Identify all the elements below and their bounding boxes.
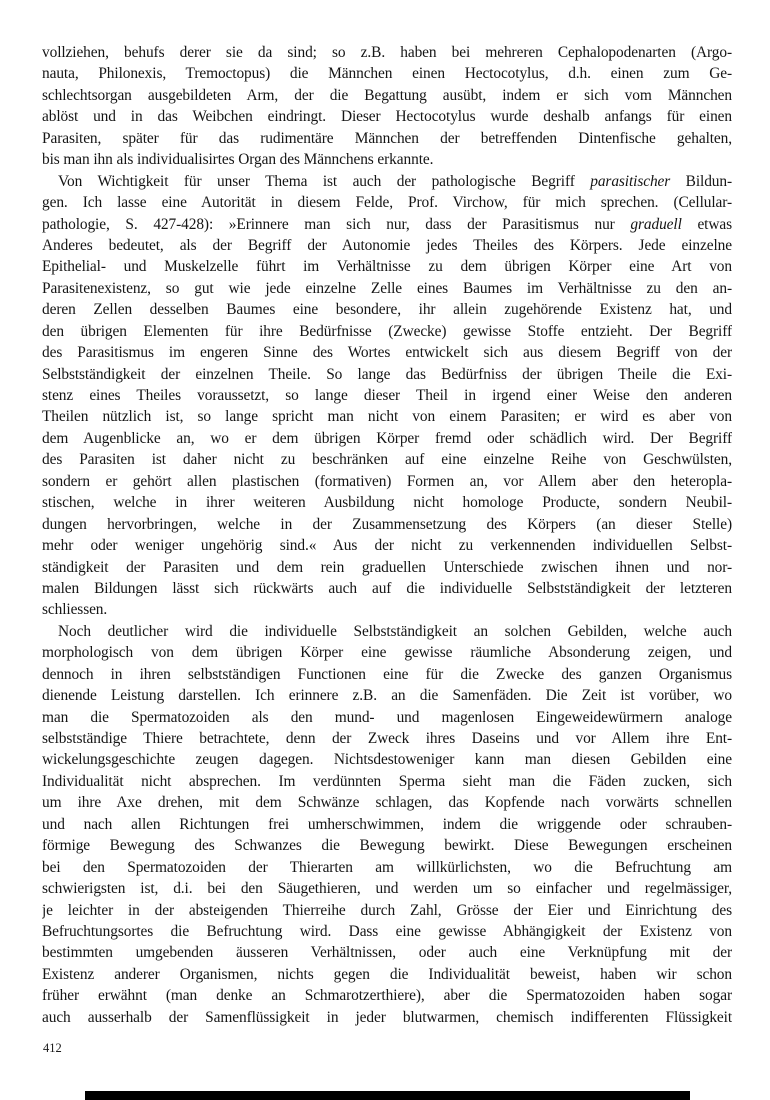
text-line: sondern er gehört allen plastischen (formativen) Formen an, vor Allem aber den heteropla- [42, 472, 732, 490]
text-line: gen. Ich lasse eine Autorität in diesem Felde, Prof. Virchow, für mich sprechen. (Cellular- [42, 194, 732, 212]
text-line: dienende Leistung darstellen. Ich erinnere z.B. an die Samenfäden. Die Zeit ist vorüber, wo [42, 687, 732, 705]
text-line: dennoch in ihren selbstständigen Functionen eine für die Zwecke des ganzen Organismus [42, 665, 732, 683]
text-line: um ihre Axe drehen, mit dem Schwänze schlagen, das Kopfende nach vorwärts schnellen [42, 794, 732, 812]
text-line: förmige Bewegung des Schwanzes die Bewegung bewirkt. Diese Bewegungen erscheinen [42, 837, 732, 855]
text-line: dem Augenblicke an, wo er dem übrigen Körper fremd oder schädlich wird. Der Begriff [42, 429, 732, 447]
text-line: ständigkeit der Parasiten und dem rein graduellen Unterschiede zwischen ihnen und nor- [42, 558, 732, 576]
text-line: selbstständige Thiere betrachtete, denn der Zweck ihres Daseins und vor Allem ihre Ent- [42, 730, 732, 747]
text-line: Theilen nützlich ist, so lange spricht man nicht von einem Parasiten; er wird es aber von [42, 408, 732, 426]
text-line: Epithelial- und Muskelzelle führt im Verhältnisse zu dem übrigen Körper eine Art von [42, 258, 732, 276]
text-line: schliessen. [42, 601, 108, 619]
text-line: früher erwähnt (man denke an Schmarotzerthiere), aber die Spermatozoiden haben sogar [42, 987, 732, 1005]
text-line: des Parasitismus im engeren Sinne des Wortes entwickelt sich aus diesem Begriff von der [42, 344, 732, 362]
text-line: schlechtsorgan ausgebildeten Arm, der die Begattung ausübt, indem er sich vom Männchen [42, 86, 732, 104]
text-line: Von Wichtigkeit für unser Thema ist auch der pathologische Begriff parasitischer Bildun- [58, 172, 732, 190]
text-line: bis man ihn als individualisirtes Organ des Männchens erkannte. [42, 151, 434, 169]
text-line: den übrigen Elementen für ihre Bedürfnisse (Zwecke) gewisse Stoffe entzieht. Der Begriff [42, 322, 732, 340]
paragraph [42, 42, 732, 171]
text-line: stischen, welche in ihrer weiteren Ausbildung nicht homologe Producte, sondern Neubil- [42, 494, 732, 512]
text-line: man die Spermatozoiden als den mund- und magenlosen Eingeweidewürmern analoge [42, 708, 732, 726]
text-line: dungen hervorbringen, welche in der Zusammensetzung des Körpers (an dieser Stelle) [42, 515, 732, 533]
text-line: Parasitenexistenz, so gut wie jede einzelne Zelle eines Baumes im Verhältnisse zu den an- [42, 279, 732, 297]
text-line: wickelungsgeschichte zeugen dagegen. Nichtsdestoweniger kann man diesen Gebilden eine [42, 751, 732, 769]
text-line: nauta, Philonexis, Tremoctopus) die Männchen einen Hectocotylus, d.h. einen zum Ge- [42, 65, 732, 83]
paragraph [42, 171, 732, 621]
text-line: vollziehen, behufs derer sie da sind; so z.B. haben bei mehreren Cephalopodenarten (Argo- [42, 44, 732, 61]
text-line: malen Bildungen lässt sich rückwärts auch auf die individuelle Selbstständigkeit der letzteren [42, 579, 732, 597]
text-line: mehr oder weniger ungehörig sind.« Aus der nicht zu verkennenden individuellen Selbst- [42, 537, 732, 555]
text-line: Parasiten, später für das rudimentäre Männchen der betreffenden Dintenfische gehalten, [42, 129, 732, 147]
text-line: je leichter in der absteigenden Thierreihe durch Zahl, Grösse der Eier und Einrichtung des [42, 901, 732, 919]
text-line: des Parasiten ist daher nicht zu beschränken auf eine einzelne Reihe von Geschwülsten, [42, 451, 732, 469]
bottom-scan-bar [85, 1091, 690, 1100]
paragraph [42, 621, 732, 1028]
text-line: stenz eines Theiles voraussetzt, so lange dieser Theil in irgend einer Weise den anderen [42, 387, 732, 404]
text-line: pathologie, S. 427-428): »Erinnere man sich nur, dass der Parasitismus nur graduell etwas [42, 215, 732, 233]
text-line: Befruchtungsortes die Befruchtung wird. Dass eine gewisse Abhängigkeit der Existenz von [42, 922, 732, 940]
text-line: ablöst und in das Weibchen eindringt. Dieser Hectocotylus wurde deshalb anfangs für einen [42, 108, 732, 126]
text-line: bestimmten umgebenden äusseren Verhältnissen, oder auch eine Verknüpfung mit der [42, 944, 732, 962]
text-line: Anderes bedeutet, als der Begriff der Autonomie jedes Theiles des Körpers. Jede einzelne [42, 236, 732, 254]
text-line: Existenz anderer Organismen, nichts gegen die Individualität beweist, haben wir schon [42, 965, 732, 983]
text-line: deren Zellen desselben Baumes eine besondere, ihr allein zugehörende Existenz hat, und [42, 301, 732, 319]
text-line: Noch deutlicher wird die individuelle Selbstständigkeit an solchen Gebilden, welche auch [58, 622, 732, 640]
text-column [42, 42, 732, 1028]
text-line: bei den Spermatozoiden der Thierarten am willkürlichsten, wo die Befruchtung am [42, 858, 732, 876]
text-line: Individualität nicht absprechen. Im verdünnten Sperma sieht man die Fäden zucken, sich [42, 772, 732, 790]
text-line: auch ausserhalb der Samenflüssigkeit in jeder blutwarmen, chemisch indifferenten Flüssigkeit [42, 1008, 732, 1026]
text-line: schwierigsten ist, d.i. bei den Säugethieren, und werden um so einfacher und regelmässiger, [42, 880, 732, 898]
text-line: und nach allen Richtungen frei umherschwimmen, indem die wriggende oder schrauben- [42, 815, 732, 833]
text-line: Selbstständigkeit der einzelnen Theile. So lange das Bedürfniss der übrigen Theile die Exi- [42, 365, 732, 383]
page-number: 412 [43, 1041, 62, 1055]
text-line: morphologisch von dem übrigen Körper eine gewisse räumliche Absonderung zeigen, und [42, 644, 732, 662]
